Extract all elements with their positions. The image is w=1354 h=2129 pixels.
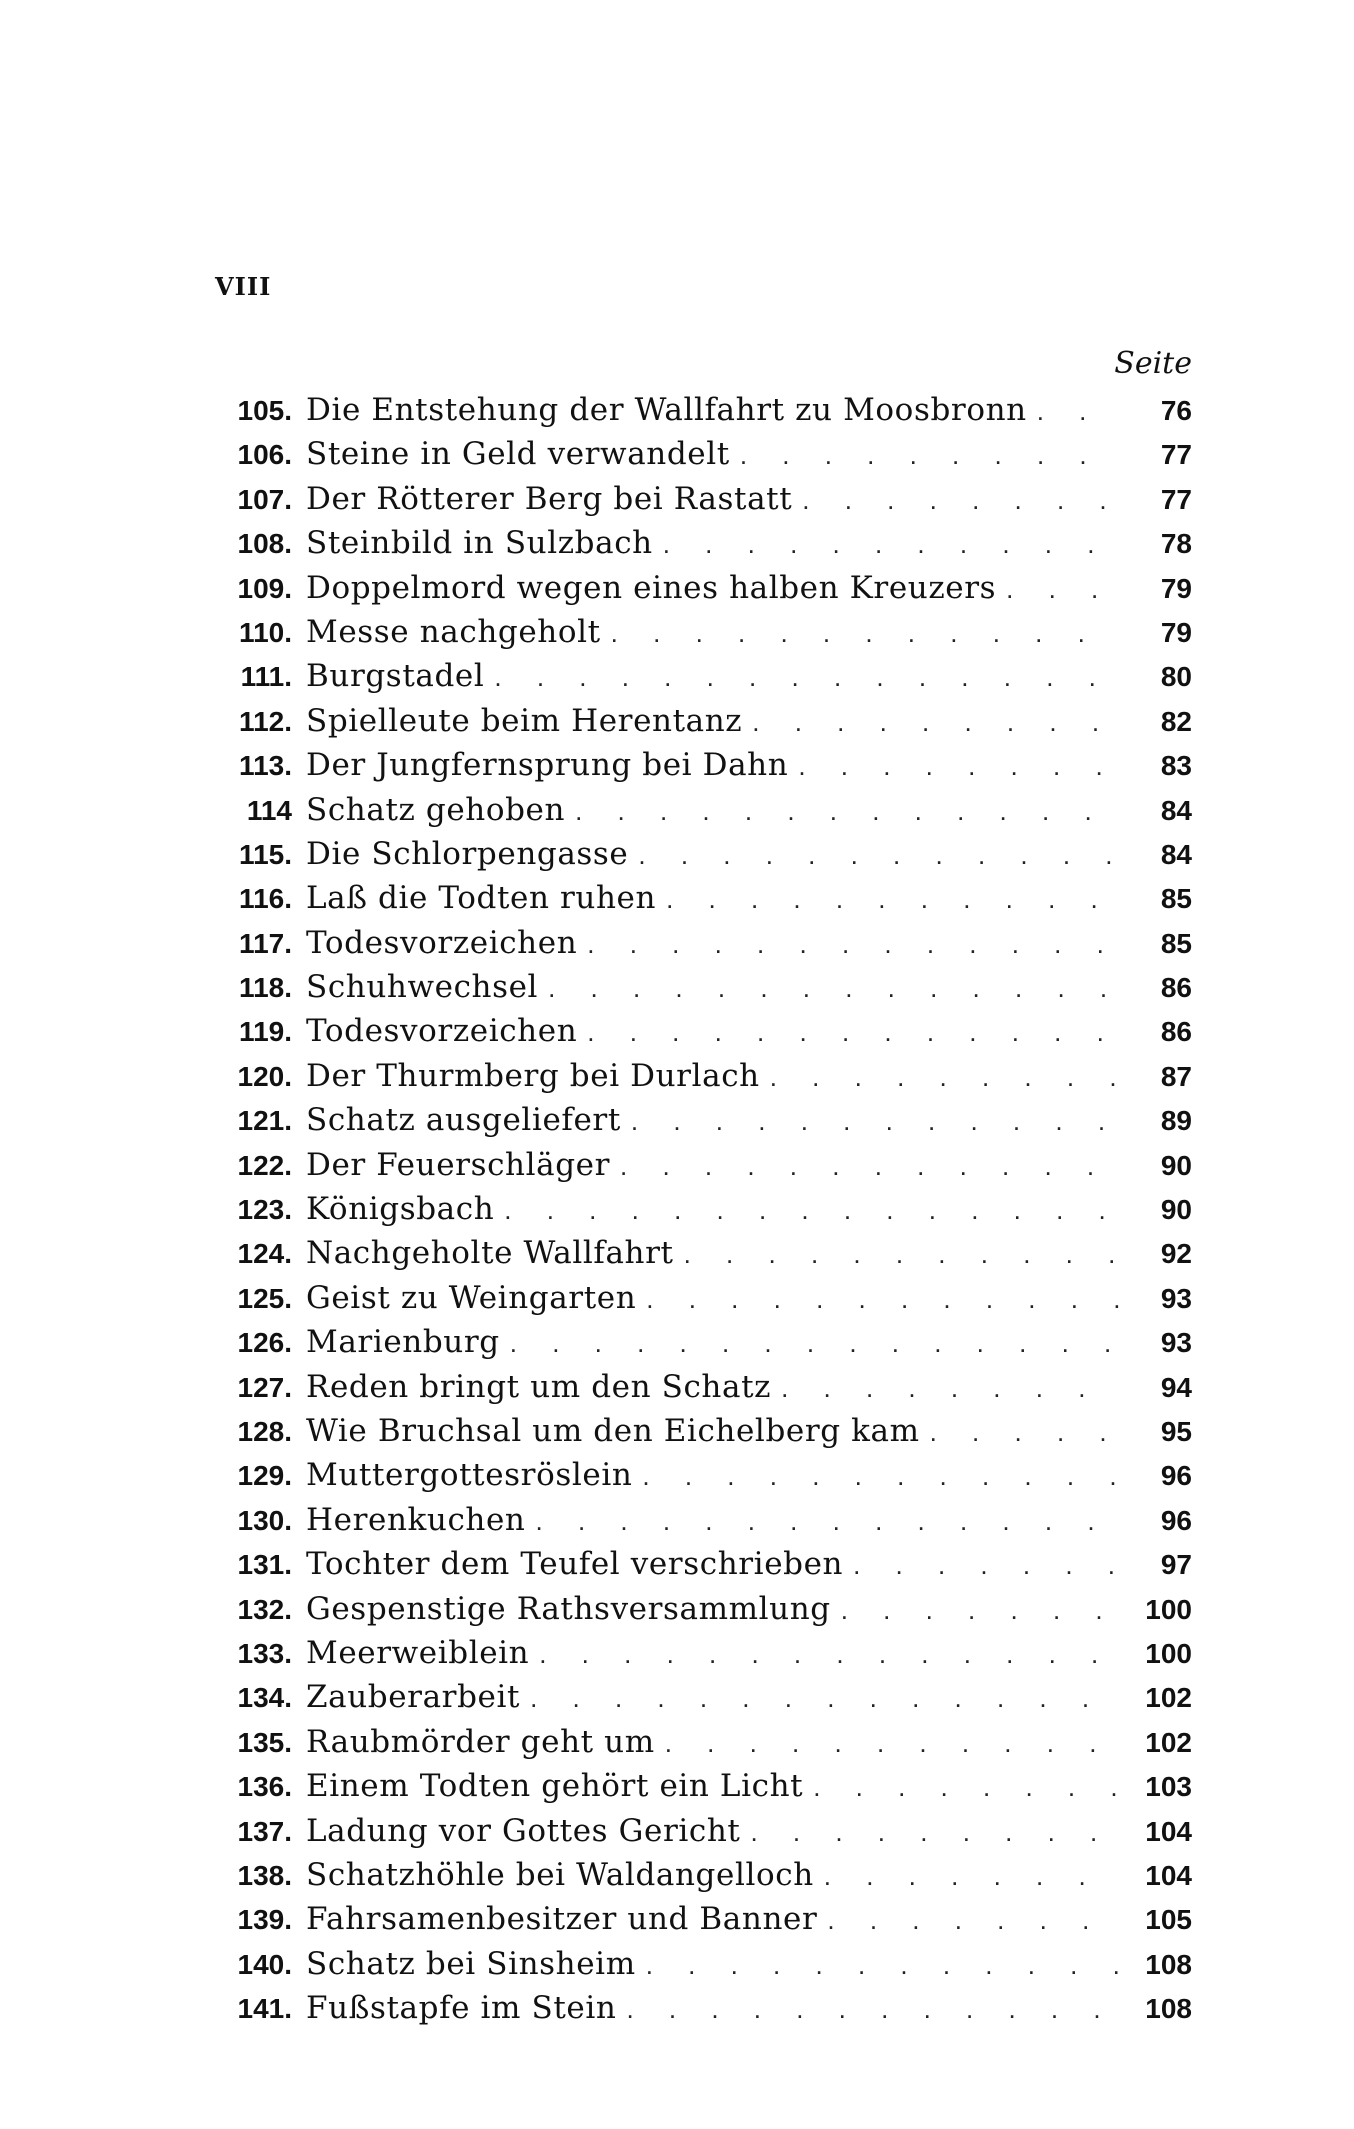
toc-entry-number: 124. xyxy=(237,1238,292,1270)
toc-entry-number: 135. xyxy=(237,1726,292,1758)
dot-leader xyxy=(1006,567,1122,611)
toc-entry-page: 95 xyxy=(1160,1415,1192,1447)
dot-leader xyxy=(781,1366,1122,1410)
toc-entry-page: 90 xyxy=(1160,1149,1192,1181)
toc-entry xyxy=(210,1764,1192,1808)
dot-leader xyxy=(798,744,1122,788)
toc-entry-number: 110. xyxy=(239,616,292,648)
toc-entry-page: 92 xyxy=(1160,1238,1192,1270)
toc-entry-number: 131. xyxy=(237,1549,292,1581)
toc-entry-number: 123. xyxy=(237,1194,292,1226)
toc-entry-page: 79 xyxy=(1160,572,1192,604)
toc-entry xyxy=(210,1942,1192,1986)
dot-leader xyxy=(504,1188,1122,1232)
toc-entry xyxy=(210,477,1192,521)
toc-entry-title: Messe nachgeholt xyxy=(306,613,601,650)
toc-entry-title: Schatz gehoben xyxy=(306,791,566,828)
dot-leader xyxy=(530,1676,1122,1720)
toc-entry-page: 85 xyxy=(1160,883,1192,915)
toc-entry-title: Schatzhöhle bei Waldangelloch xyxy=(306,1856,814,1893)
toc-entry xyxy=(210,1054,1192,1098)
toc-entry-page: 103 xyxy=(1145,1771,1192,1803)
toc-entry-number: 128. xyxy=(237,1415,292,1447)
toc-entry-title: Burgstadel xyxy=(306,658,485,695)
toc-entry-title: Der Feuerschläger xyxy=(306,1146,611,1183)
toc-entry-title: Laß die Todten ruhen xyxy=(306,880,657,917)
toc-entry-number: 136. xyxy=(237,1771,292,1803)
dot-leader xyxy=(575,789,1122,833)
dot-leader xyxy=(665,1721,1122,1765)
toc-entry-title: Steine in Geld verwandelt xyxy=(306,436,730,473)
toc-entry-number: 113. xyxy=(239,750,292,782)
toc-entry-title: Schuhwechsel xyxy=(306,969,539,1006)
toc-entry-page: 78 xyxy=(1160,528,1192,560)
toc-entry-page: 84 xyxy=(1160,838,1192,870)
toc-entry-page: 100 xyxy=(1145,1637,1192,1669)
toc-entry xyxy=(210,388,1192,432)
toc-entry-number: 119. xyxy=(239,1016,292,1048)
toc-entry-title: Todesvorzeichen xyxy=(306,924,578,961)
toc-entry-title: Reden bringt um den Schatz xyxy=(306,1368,772,1405)
toc-entry xyxy=(210,876,1192,920)
column-heading-seite: Seite xyxy=(1114,346,1192,381)
dot-leader xyxy=(510,1321,1122,1365)
toc-entry-title: Einem Todten gehört ein Licht xyxy=(306,1768,804,1805)
toc-entry-page: 86 xyxy=(1160,1016,1192,1048)
toc-entry-page: 79 xyxy=(1160,616,1192,648)
toc-entry xyxy=(210,921,1192,965)
dot-leader xyxy=(824,1854,1122,1898)
dot-leader xyxy=(536,1499,1123,1543)
toc-entry-number: 118. xyxy=(239,972,292,1004)
toc-entry-title: Herenkuchen xyxy=(306,1501,526,1538)
toc-entry-page: 77 xyxy=(1160,483,1192,515)
toc-entry xyxy=(210,1897,1192,1941)
toc-entry-title: Der Jungfernsprung bei Dahn xyxy=(306,747,789,784)
toc-entry-page: 84 xyxy=(1160,794,1192,826)
toc-entry-page: 104 xyxy=(1145,1815,1192,1847)
dot-leader xyxy=(494,655,1122,699)
toc-entry-number: 114 xyxy=(246,794,292,826)
toc-entry-page: 93 xyxy=(1160,1282,1192,1314)
toc-entry-number: 122. xyxy=(237,1149,292,1181)
toc-entry-title: Geist zu Weingarten xyxy=(306,1279,637,1316)
toc-entry-number: 139. xyxy=(237,1904,292,1936)
toc-entry-number: 133. xyxy=(237,1637,292,1669)
toc-entry-page: 82 xyxy=(1160,705,1192,737)
toc-entry xyxy=(210,1853,1192,1897)
dot-leader xyxy=(841,1588,1122,1632)
toc-entry-page: 108 xyxy=(1145,1948,1192,1980)
toc-entry-number: 106. xyxy=(237,439,292,471)
toc-entry-title: Steinbild in Sulzbach xyxy=(306,525,653,562)
toc-entry-title: Fahrsamenbesitzer und Banner xyxy=(306,1901,818,1938)
toc-entry-number: 130. xyxy=(237,1504,292,1536)
toc-entry xyxy=(210,1320,1192,1364)
page-number: VIII xyxy=(215,272,272,301)
dot-leader xyxy=(626,1987,1122,2031)
toc-entry-page: 86 xyxy=(1160,972,1192,1004)
toc-entry xyxy=(210,432,1192,476)
dot-leader xyxy=(1037,389,1122,433)
dot-leader xyxy=(740,433,1122,477)
toc-entry-number: 129. xyxy=(237,1460,292,1492)
toc-entry-number: 141. xyxy=(237,1993,292,2025)
toc-entry xyxy=(210,1409,1192,1453)
dot-leader xyxy=(802,478,1122,522)
toc-entry-page: 80 xyxy=(1160,661,1192,693)
dot-leader xyxy=(752,700,1122,744)
toc-entry-page: 108 xyxy=(1145,1993,1192,2025)
toc-entry xyxy=(210,1809,1192,1853)
dot-leader xyxy=(750,1810,1122,1854)
dot-leader xyxy=(587,922,1122,966)
toc-entry-number: 115. xyxy=(239,838,292,870)
toc-entry xyxy=(210,788,1192,832)
toc-entry-page: 102 xyxy=(1145,1726,1192,1758)
table-of-contents xyxy=(210,388,1192,2030)
toc-entry-page: 77 xyxy=(1160,439,1192,471)
dot-leader xyxy=(646,1943,1122,1987)
dot-leader xyxy=(539,1632,1122,1676)
dot-leader xyxy=(853,1543,1122,1587)
toc-entry-number: 121. xyxy=(237,1105,292,1137)
toc-entry-title: Fußstapfe im Stein xyxy=(306,1990,617,2027)
toc-entry-title: Doppelmord wegen eines halben Kreuzers xyxy=(306,569,997,606)
toc-entry-page: 89 xyxy=(1160,1105,1192,1137)
toc-entry xyxy=(210,566,1192,610)
dot-leader xyxy=(770,1055,1122,1099)
toc-entry xyxy=(210,1098,1192,1142)
toc-entry-number: 109. xyxy=(237,572,292,604)
toc-entry-number: 134. xyxy=(237,1682,292,1714)
toc-entry-page: 97 xyxy=(1160,1549,1192,1581)
toc-entry xyxy=(210,1009,1192,1053)
toc-entry-title: Schatz bei Sinsheim xyxy=(306,1945,636,1982)
toc-entry-page: 83 xyxy=(1160,750,1192,782)
toc-entry-title: Die Entstehung der Wallfahrt zu Moosbronn xyxy=(306,392,1027,428)
toc-entry-number: 112. xyxy=(239,705,292,737)
dot-leader xyxy=(631,1099,1122,1143)
toc-entry xyxy=(210,1453,1192,1497)
dot-leader xyxy=(666,877,1122,921)
toc-entry-title: Schatz ausgeliefert xyxy=(306,1102,621,1139)
toc-entry xyxy=(210,1365,1192,1409)
toc-entry xyxy=(210,1498,1192,1542)
dot-leader xyxy=(930,1410,1122,1454)
toc-entry-page: 96 xyxy=(1160,1460,1192,1492)
toc-entry-title: Der Rötterer Berg bei Rastatt xyxy=(306,480,793,517)
dot-leader xyxy=(611,611,1122,655)
toc-entry-number: 120. xyxy=(237,1060,292,1092)
toc-entry xyxy=(210,743,1192,787)
toc-entry xyxy=(210,699,1192,743)
toc-entry-number: 126. xyxy=(237,1327,292,1359)
toc-entry-title: Die Schlorpengasse xyxy=(306,835,629,872)
dot-leader xyxy=(548,966,1122,1010)
toc-entry-number: 105. xyxy=(237,395,292,426)
toc-entry-page: 85 xyxy=(1160,927,1192,959)
toc-entry-title: Gespenstige Rathsversammlung xyxy=(306,1590,831,1627)
toc-entry-title: Wie Bruchsal um den Eichelberg kam xyxy=(306,1412,920,1449)
toc-entry-title: Der Thurmberg bei Durlach xyxy=(306,1057,760,1094)
toc-entry xyxy=(210,521,1192,565)
toc-entry-number: 107. xyxy=(237,483,292,515)
toc-entry-number: 137. xyxy=(237,1815,292,1847)
dot-leader xyxy=(620,1144,1122,1188)
toc-entry xyxy=(210,1231,1192,1275)
toc-entry-number: 125. xyxy=(237,1282,292,1314)
toc-entry xyxy=(210,610,1192,654)
toc-entry xyxy=(210,832,1192,876)
toc-entry xyxy=(210,1675,1192,1719)
toc-entry-page: 93 xyxy=(1160,1327,1192,1359)
toc-entry-title: Tochter dem Teufel verschrieben xyxy=(306,1546,844,1583)
toc-entry-page: 76 xyxy=(1160,395,1192,426)
dot-leader xyxy=(638,833,1122,877)
toc-entry-number: 108. xyxy=(237,528,292,560)
toc-entry-number: 116. xyxy=(239,883,292,915)
toc-entry-page: 90 xyxy=(1160,1194,1192,1226)
dot-leader xyxy=(813,1765,1122,1809)
toc-entry-title: Zauberarbeit xyxy=(306,1679,521,1716)
dot-leader xyxy=(642,1454,1122,1498)
toc-entry-title: Königsbach xyxy=(306,1191,495,1228)
toc-entry xyxy=(210,1720,1192,1764)
toc-entry xyxy=(210,654,1192,698)
toc-entry-title: Muttergottesröslein xyxy=(306,1457,633,1494)
toc-entry xyxy=(210,1542,1192,1586)
toc-entry-number: 117. xyxy=(239,927,292,959)
toc-entry xyxy=(210,1143,1192,1187)
toc-entry-title: Raubmörder geht um xyxy=(306,1723,655,1760)
toc-entry-title: Todesvorzeichen xyxy=(306,1013,578,1050)
toc-entry-page: 105 xyxy=(1145,1904,1192,1936)
toc-entry-page: 94 xyxy=(1160,1371,1192,1403)
toc-entry xyxy=(210,1187,1192,1231)
toc-entry xyxy=(210,965,1192,1009)
dot-leader xyxy=(663,522,1122,566)
toc-entry-number: 140. xyxy=(237,1948,292,1980)
dot-leader xyxy=(684,1232,1122,1276)
toc-entry-page: 104 xyxy=(1145,1859,1192,1891)
toc-entry-number: 132. xyxy=(237,1593,292,1625)
toc-entry-title: Meerweiblein xyxy=(306,1634,530,1671)
toc-entry-page: 87 xyxy=(1160,1060,1192,1092)
toc-entry-title: Ladung vor Gottes Gericht xyxy=(306,1812,741,1849)
dot-leader xyxy=(587,1010,1122,1054)
toc-entry-page: 102 xyxy=(1145,1682,1192,1714)
dot-leader xyxy=(646,1277,1122,1321)
toc-entry xyxy=(210,1986,1192,2030)
toc-entry-number: 138. xyxy=(237,1859,292,1891)
dot-leader xyxy=(827,1898,1122,1942)
toc-entry-title: Spielleute beim Herentanz xyxy=(306,702,743,739)
toc-entry-title: Marienburg xyxy=(306,1324,500,1361)
toc-entry-number: 111. xyxy=(240,661,292,693)
toc-entry-title: Nachgeholte Wallfahrt xyxy=(306,1235,674,1272)
toc-entry-page: 100 xyxy=(1145,1593,1192,1625)
toc-entry xyxy=(210,1631,1192,1675)
toc-entry xyxy=(210,1276,1192,1320)
toc-entry xyxy=(210,1587,1192,1631)
toc-entry-page: 96 xyxy=(1160,1504,1192,1536)
toc-entry-number: 127. xyxy=(237,1371,292,1403)
